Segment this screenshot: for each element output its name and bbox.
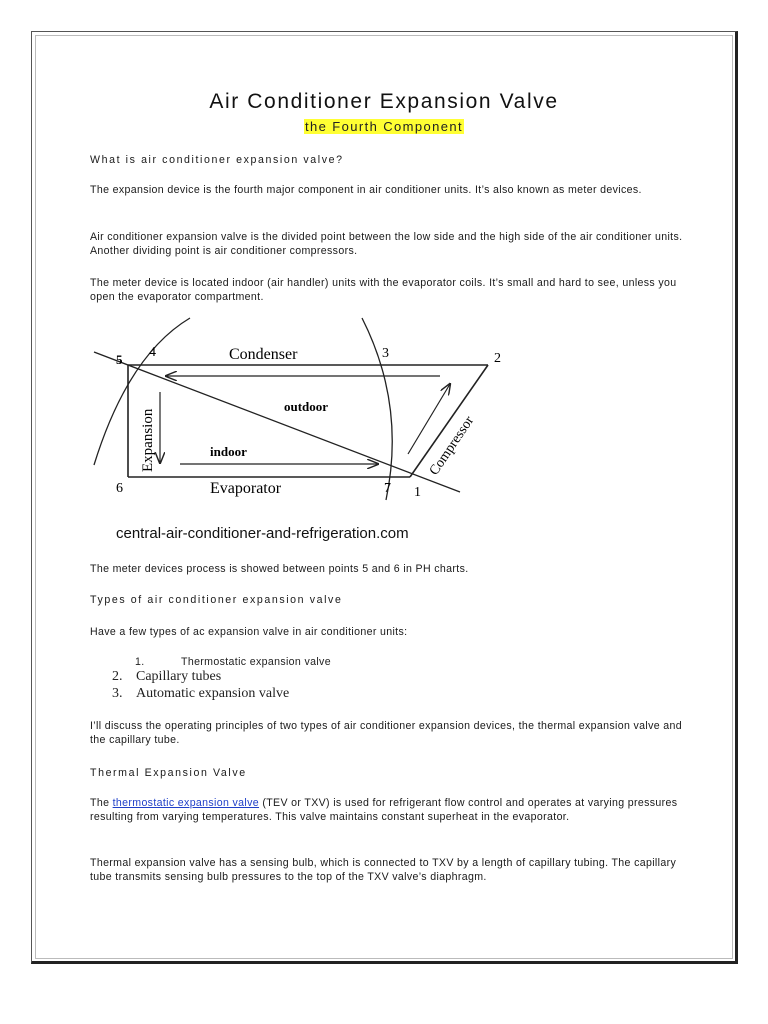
point-2-label: 2	[494, 351, 501, 366]
point-3-label: 3	[382, 346, 389, 361]
list-item-1-text: Thermostatic expansion valve	[181, 656, 331, 668]
page-subtitle	[0, 119, 768, 134]
point-4-label: 4	[149, 345, 156, 360]
expansion-label: Expansion	[140, 408, 156, 472]
list-item-2-text: Capillary tubes	[136, 669, 222, 684]
paragraph-7-rest: (TEV or TXV) is used for refrigerant flow control and operates at varying pressures resulting from varying temperatures. This valve maintains constant superheat in the evaporator.	[90, 797, 678, 823]
diagram-watermark: central-air-conditioner-and-refrigeration.com	[116, 525, 409, 542]
point-5-label: 5	[116, 352, 123, 367]
thermal-heading: Thermal Expansion Valve	[90, 767, 247, 779]
list-item-3-text: Automatic expansion valve	[136, 686, 290, 701]
page-title: Air Conditioner Expansion Valve	[209, 90, 559, 113]
paragraph-7-lead: The	[90, 797, 113, 809]
paragraph-2: Air conditioner expansion valve is the divided point between the low side and the high side of the air conditioner units. Another dividing point is air conditioner compressors.	[90, 231, 683, 257]
point-7-label: 7	[384, 481, 391, 496]
ph-chart-diagram	[88, 310, 501, 545]
list-item-1-number: 1.	[135, 656, 145, 668]
types-heading: Types of air conditioner expansion valve	[90, 594, 343, 606]
paragraph-3: The meter device is located indoor (air handler) units with the evaporator coils. It’s small and hard to see, unless you open the evaporator compartment.	[90, 277, 677, 303]
question-heading: What is air conditioner expansion valve?	[90, 154, 344, 166]
list-item-3-number: 3.	[112, 686, 123, 701]
compressor-label: Compressor	[426, 413, 478, 479]
paragraph-6: I’ll discuss the operating principles of two types of air conditioner expansion devices, the thermal expansion valve and the capillary tube.	[90, 720, 683, 746]
point-1-label: 1	[414, 485, 421, 500]
list-item-3	[112, 686, 289, 702]
thermostatic-link[interactable]: thermostatic expansion valve	[112, 797, 260, 809]
condenser-label: Condenser	[229, 346, 298, 363]
evaporator-label: Evaporator	[210, 480, 282, 497]
subtitle-highlight: the Fourth Component	[304, 119, 464, 134]
outdoor-label: outdoor	[284, 399, 329, 414]
indoor-label: indoor	[210, 444, 247, 459]
list-item-2-number: 2.	[112, 669, 123, 684]
paragraph-5: Have a few types of ac expansion valve in air conditioner units:	[90, 626, 408, 638]
point-6-label: 6	[116, 481, 123, 496]
paragraph-4: The meter devices process is showed between points 5 and 6 in PH charts.	[90, 563, 469, 575]
list-item-1	[135, 656, 331, 668]
paragraph-7	[90, 797, 690, 824]
paragraph-8: Thermal expansion valve has a sensing bulb, which is connected to TXV by a length of capillary tubing. The capillary tube transmits sensing bulb pressures to the top of the TXV valve’s diaphragm.	[90, 857, 677, 883]
paragraph-1: The expansion device is the fourth major component in air conditioner units. It’s also known as meter devices.	[90, 184, 642, 196]
list-item-2	[112, 669, 221, 685]
